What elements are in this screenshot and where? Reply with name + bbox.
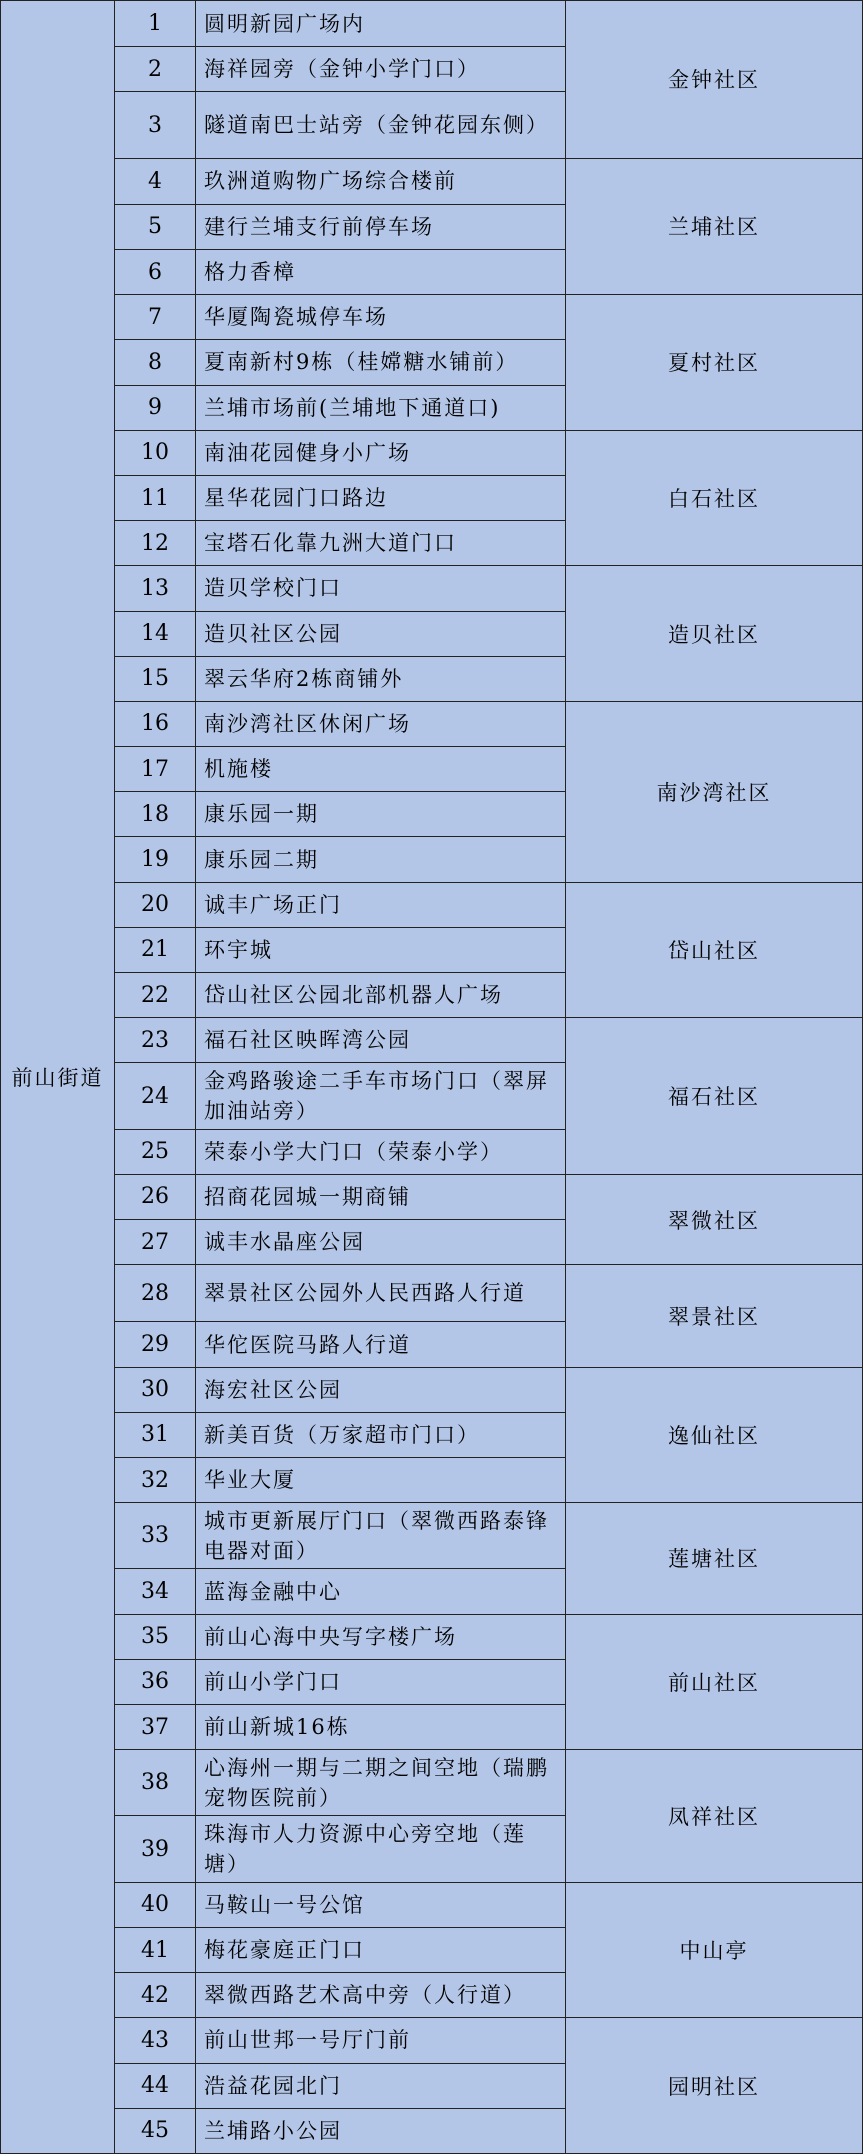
row-number: 44 <box>115 2063 196 2108</box>
row-number: 4 <box>115 158 196 204</box>
location-cell: 诚丰水晶座公园 <box>196 1220 566 1265</box>
row-number: 7 <box>115 295 196 340</box>
community-cell: 南沙湾社区 <box>566 701 863 882</box>
row-number: 28 <box>115 1265 196 1322</box>
location-cell: 心海州一期与二期之间空地（瑞鹏宠物医院前） <box>196 1750 566 1816</box>
location-cell: 前山世邦一号厅门前 <box>196 2018 566 2063</box>
location-cell: 新美百货（万家超市门口） <box>196 1412 566 1457</box>
row-number: 2 <box>115 47 196 92</box>
location-cell: 南油花园健身小广场 <box>196 430 566 475</box>
community-cell: 岱山社区 <box>566 882 863 1018</box>
row-number: 38 <box>115 1750 196 1816</box>
table-row <box>1 566 863 611</box>
row-number: 22 <box>115 973 196 1018</box>
row-number: 29 <box>115 1322 196 1367</box>
community-cell: 翠景社区 <box>566 1265 863 1367</box>
location-cell: 梅花豪庭正门口 <box>196 1927 566 1972</box>
location-cell: 康乐园二期 <box>196 837 566 882</box>
row-number: 8 <box>115 340 196 385</box>
row-number: 27 <box>115 1220 196 1265</box>
row-number: 15 <box>115 656 196 701</box>
row-number: 20 <box>115 882 196 927</box>
row-number: 11 <box>115 475 196 520</box>
location-cell: 翠微西路艺术高中旁（人行道） <box>196 1973 566 2018</box>
community-cell: 造贝社区 <box>566 566 863 702</box>
location-cell: 兰埔路小公园 <box>196 2108 566 2153</box>
location-cell: 翠云华府2栋商铺外 <box>196 656 566 701</box>
row-number: 9 <box>115 385 196 430</box>
location-cell: 华业大厦 <box>196 1458 566 1503</box>
row-number: 43 <box>115 2018 196 2063</box>
row-number: 42 <box>115 1973 196 2018</box>
location-cell: 蓝海金融中心 <box>196 1569 566 1614</box>
community-cell: 金钟社区 <box>566 1 863 159</box>
row-number: 24 <box>115 1063 196 1129</box>
location-cell: 格力香樟 <box>196 250 566 295</box>
location-cell: 福石社区映晖湾公园 <box>196 1018 566 1063</box>
row-number: 18 <box>115 792 196 837</box>
community-cell: 逸仙社区 <box>566 1367 863 1503</box>
row-number: 40 <box>115 1882 196 1927</box>
location-cell: 机施楼 <box>196 747 566 792</box>
location-cell: 华佗医院马路人行道 <box>196 1322 566 1367</box>
row-number: 25 <box>115 1129 196 1174</box>
location-cell: 前山心海中央写字楼广场 <box>196 1614 566 1659</box>
location-cell: 建行兰埔支行前停车场 <box>196 204 566 249</box>
location-cell: 兰埔市场前(兰埔地下通道口) <box>196 385 566 430</box>
table-row <box>1 1265 863 1322</box>
row-number: 6 <box>115 250 196 295</box>
table-body <box>1 1 863 2154</box>
location-cell: 金鸡路骏途二手车市场门口（翠屏加油站旁） <box>196 1063 566 1129</box>
location-cell: 圆明新园广场内 <box>196 1 566 47</box>
location-cell: 海祥园旁（金钟小学门口） <box>196 47 566 92</box>
location-cell: 造贝学校门口 <box>196 566 566 611</box>
row-number: 39 <box>115 1816 196 1882</box>
community-cell: 兰埔社区 <box>566 158 863 295</box>
community-cell: 凤祥社区 <box>566 1750 863 1883</box>
community-cell: 前山社区 <box>566 1614 863 1750</box>
location-cell: 玖洲道购物广场综合楼前 <box>196 158 566 204</box>
location-cell: 岱山社区公园北部机器人广场 <box>196 973 566 1018</box>
community-cell: 翠微社区 <box>566 1174 863 1264</box>
community-cell: 夏村社区 <box>566 295 863 431</box>
table-row <box>1 430 863 475</box>
row-number: 10 <box>115 430 196 475</box>
community-cell: 莲塘社区 <box>566 1503 863 1614</box>
location-cell: 荣泰小学大门口（荣泰小学） <box>196 1129 566 1174</box>
location-cell: 浩益花园北门 <box>196 2063 566 2108</box>
location-cell: 海宏社区公园 <box>196 1367 566 1412</box>
row-number: 32 <box>115 1458 196 1503</box>
row-number: 19 <box>115 837 196 882</box>
location-cell: 华厦陶瓷城停车场 <box>196 295 566 340</box>
location-cell: 前山小学门口 <box>196 1659 566 1704</box>
table-row <box>1 2018 863 2063</box>
location-cell: 宝塔石化靠九洲大道门口 <box>196 521 566 566</box>
location-cell: 珠海市人力资源中心旁空地（莲塘） <box>196 1816 566 1882</box>
row-number: 41 <box>115 1927 196 1972</box>
row-number: 35 <box>115 1614 196 1659</box>
table-row <box>1 295 863 340</box>
location-cell: 城市更新展厅门口（翠微西路泰锋电器对面） <box>196 1503 566 1569</box>
table-row <box>1 1614 863 1659</box>
location-cell: 星华花园门口路边 <box>196 475 566 520</box>
location-cell: 南沙湾社区休闲广场 <box>196 701 566 746</box>
row-number: 34 <box>115 1569 196 1614</box>
table-row <box>1 1750 863 1816</box>
table-row <box>1 1882 863 1927</box>
row-number: 26 <box>115 1174 196 1219</box>
row-number: 14 <box>115 611 196 656</box>
location-cell: 环宇城 <box>196 927 566 972</box>
row-number: 17 <box>115 747 196 792</box>
table-row <box>1 882 863 927</box>
row-number: 45 <box>115 2108 196 2153</box>
row-number: 31 <box>115 1412 196 1457</box>
row-number: 33 <box>115 1503 196 1569</box>
row-number: 23 <box>115 1018 196 1063</box>
district-cell: 前山街道 <box>1 1 115 2154</box>
row-number: 13 <box>115 566 196 611</box>
community-cell: 中山亭 <box>566 1882 863 2018</box>
location-cell: 招商花园城一期商铺 <box>196 1174 566 1219</box>
row-number: 30 <box>115 1367 196 1412</box>
community-cell: 白石社区 <box>566 430 863 566</box>
table-row <box>1 1503 863 1569</box>
location-cell: 隧道南巴士站旁（金钟花园东侧） <box>196 92 566 158</box>
row-number: 37 <box>115 1705 196 1750</box>
table-row <box>1 1174 863 1219</box>
row-number: 16 <box>115 701 196 746</box>
row-number: 21 <box>115 927 196 972</box>
location-cell: 翠景社区公园外人民西路人行道 <box>196 1265 566 1322</box>
location-cell: 康乐园一期 <box>196 792 566 837</box>
table-row <box>1 1 863 47</box>
location-cell: 夏南新村9栋（桂嫦糖水铺前） <box>196 340 566 385</box>
row-number: 1 <box>115 1 196 47</box>
row-number: 12 <box>115 521 196 566</box>
location-cell: 前山新城16栋 <box>196 1705 566 1750</box>
table-row <box>1 1018 863 1063</box>
row-number: 5 <box>115 204 196 249</box>
location-cell: 造贝社区公园 <box>196 611 566 656</box>
table-row <box>1 158 863 204</box>
table-row <box>1 701 863 746</box>
community-cell: 福石社区 <box>566 1018 863 1175</box>
community-cell: 园明社区 <box>566 2018 863 2154</box>
row-number: 36 <box>115 1659 196 1704</box>
location-cell: 马鞍山一号公馆 <box>196 1882 566 1927</box>
location-cell: 诚丰广场正门 <box>196 882 566 927</box>
row-number: 3 <box>115 92 196 158</box>
table-row <box>1 1367 863 1412</box>
